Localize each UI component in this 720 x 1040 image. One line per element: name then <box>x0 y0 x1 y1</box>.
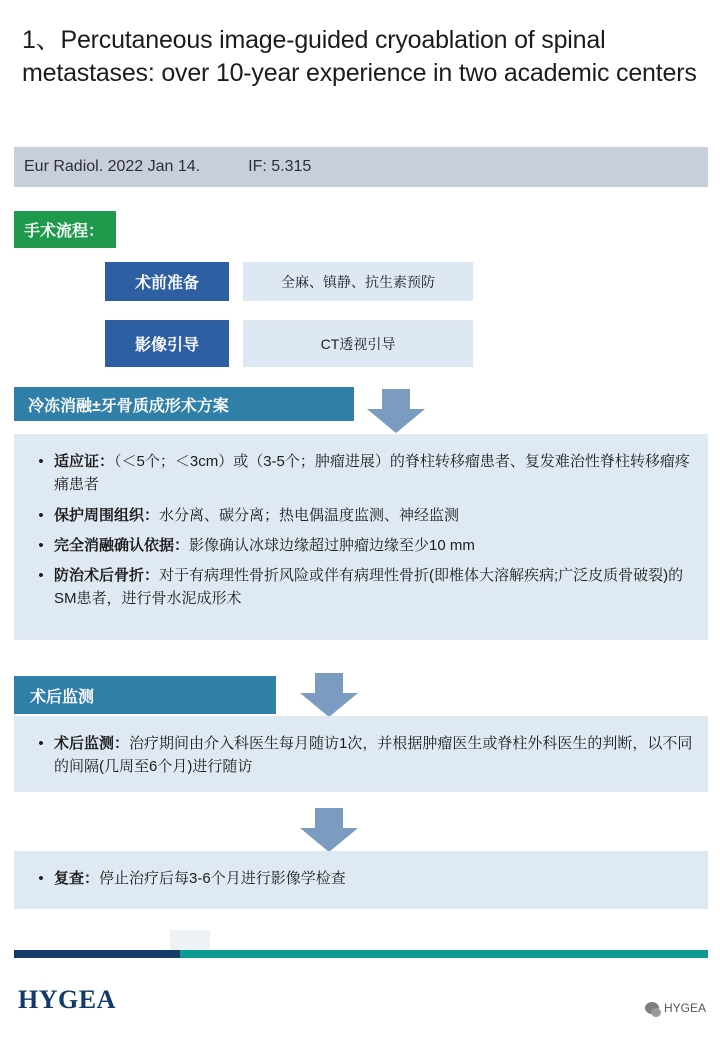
review-box <box>14 851 708 909</box>
list-item <box>28 732 694 779</box>
bullet-label: 术后监测： <box>54 735 130 752</box>
bullet-dot: • <box>38 536 44 554</box>
step-detail-preop: 全麻、镇静、抗生素预防 <box>243 262 473 301</box>
arrow-down-icon <box>300 808 358 852</box>
bullet-text: 停止治疗后每3-6个月进行影像学检查 <box>99 870 346 887</box>
list-item <box>28 564 694 611</box>
wechat-account <box>645 1001 706 1015</box>
step-label-imaging: 影像引导 <box>105 320 229 367</box>
brand-logo: HYGEA <box>18 985 116 1014</box>
arrow-down-icon <box>367 389 425 433</box>
wechat-label: HYGEA <box>663 1001 706 1015</box>
bullet-dot: • <box>38 567 44 584</box>
list-item <box>28 867 694 890</box>
footer-divider <box>14 950 708 958</box>
journal-citation: Eur Radiol. 2022 Jan 14. <box>24 158 201 175</box>
bullet-dot: • <box>38 506 44 524</box>
page-title: 1、Percutaneous image-guided cryoablation of spinal metastases: over 10-year experience in two academic centers <box>22 26 697 88</box>
bullet-dot: • <box>38 870 44 887</box>
list-item <box>28 504 694 527</box>
bullet-text: （＜5个；＜3cm）或（3-5个；肿瘤进展）的脊柱转移瘤患者、复发难治性脊柱转移瘤疼痛患者 <box>54 453 690 494</box>
plan-bullets-box <box>14 434 708 640</box>
bullet-label: 保护周围组织： <box>54 506 160 524</box>
bullet-label: 复查： <box>54 870 100 887</box>
section-heading: 手术流程： <box>14 211 116 248</box>
impact-factor: IF: 5.315 <box>248 158 312 175</box>
post-monitoring-box <box>14 716 708 792</box>
bullet-label: 适应证： <box>54 453 115 470</box>
wechat-icon <box>645 1002 659 1014</box>
bullet-dot: • <box>38 453 44 470</box>
bullet-text: 治疗期间由介入科医生每月随访1次，并根据肿瘤医生或脊柱外科医生的判断，以不同的间隔(几周至6个月)进行随访 <box>54 735 693 776</box>
bullet-text: 影像确认冰球边缘超过肿瘤边缘至少10 mm <box>189 536 475 554</box>
journal-citation-bar <box>14 147 708 187</box>
step-detail-imaging: CT透视引导 <box>243 320 473 367</box>
list-item <box>28 534 694 557</box>
bullet-text: 对于有病理性骨折风险或伴有病理性骨折(即椎体大溶解疾病;广泛皮质骨破裂)的SM患者，进行骨水泥成形术 <box>54 567 684 608</box>
plan-bar: 冷冻消融±牙骨质成形术方案 <box>14 387 354 421</box>
step-label-preop: 术前准备 <box>105 262 229 301</box>
bullet-label: 防治术后骨折： <box>54 567 160 584</box>
post-monitoring-label: 术后监测 <box>14 676 276 714</box>
bullet-dot: • <box>38 735 44 752</box>
bullet-text: 水分离、碳分离；热电偶温度监测、神经监测 <box>159 506 460 524</box>
arrow-down-icon <box>300 673 358 717</box>
bullet-label: 完全消融确认依据： <box>54 536 190 554</box>
list-item <box>28 450 694 497</box>
